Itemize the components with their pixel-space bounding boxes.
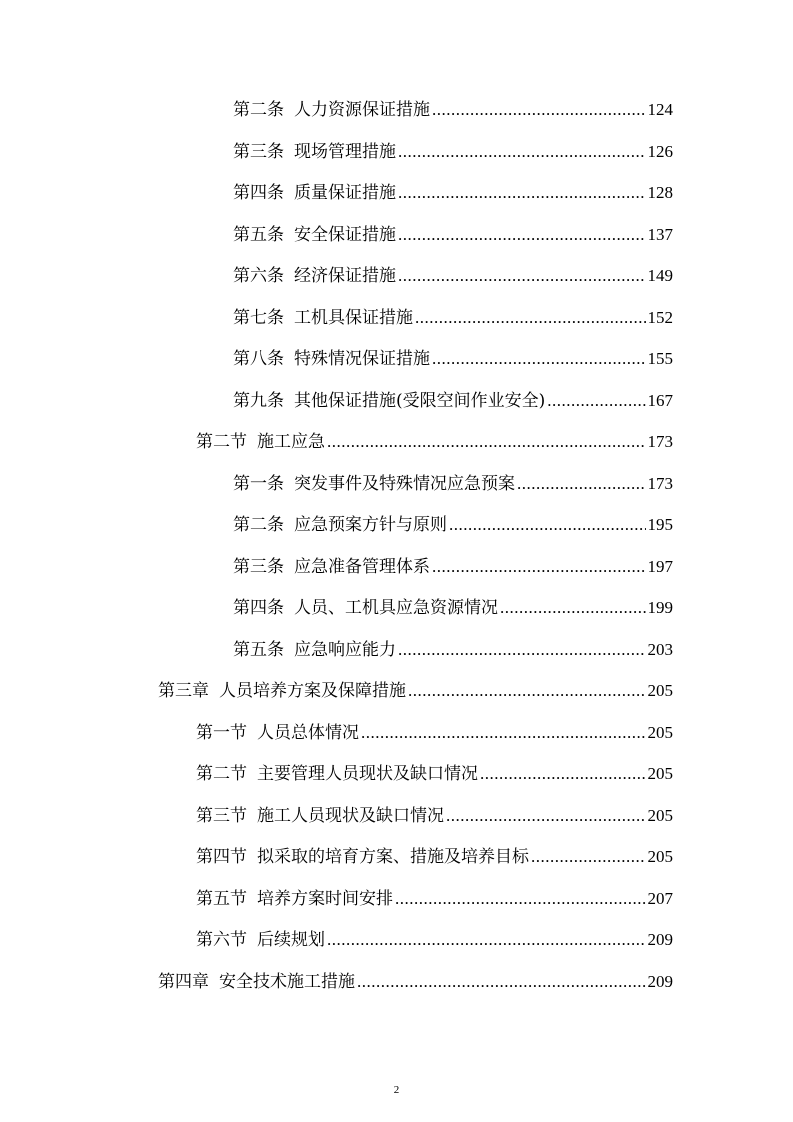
toc-entry[interactable] xyxy=(0,587,793,629)
toc-entry[interactable] xyxy=(0,131,793,173)
toc-entry-page: 149 xyxy=(647,266,673,285)
toc-entry[interactable] xyxy=(0,504,793,546)
toc-entry-title: 其他保证措施(受限空间作业安全) xyxy=(294,390,546,411)
toc-entry[interactable] xyxy=(0,463,793,505)
toc-entry-number: 第一条 xyxy=(233,473,284,494)
toc-entry-number: 第五节 xyxy=(196,888,247,909)
toc-entry-title: 安全技术施工措施 xyxy=(219,971,355,992)
toc-entry-number: 第六节 xyxy=(196,930,247,950)
toc-leader-dots xyxy=(398,214,646,256)
toc-entry-title: 突发事件及特殊情况应急预案 xyxy=(294,473,515,494)
toc-entry-number: 第四条 xyxy=(233,598,284,618)
toc-entry-page: 137 xyxy=(647,224,673,244)
toc-entry[interactable] xyxy=(0,961,793,1003)
toc-entry-title: 工机具保证措施 xyxy=(294,307,413,328)
toc-entry-page: 205 xyxy=(647,764,673,783)
toc-entry-number: 第六条 xyxy=(233,266,284,286)
toc-entry-number: 第一节 xyxy=(196,722,247,743)
toc-leader-dots xyxy=(500,587,646,629)
toc-entry-number: 第八条 xyxy=(233,349,284,369)
toc-entry-title: 拟采取的培育方案、措施及培养目标 xyxy=(257,847,529,867)
toc-entry-title: 后续规划 xyxy=(257,930,325,950)
toc-entry[interactable] xyxy=(0,753,793,795)
toc-entry[interactable] xyxy=(0,172,793,214)
toc-entry-number: 第五条 xyxy=(233,224,284,245)
toc-entry[interactable] xyxy=(0,255,793,297)
toc-leader-dots xyxy=(361,712,646,754)
toc-entry-page: 155 xyxy=(647,349,673,368)
toc-entry[interactable] xyxy=(0,795,793,837)
toc-entry-number: 第二条 xyxy=(233,515,284,535)
toc-entry-title: 人员、工机具应急资源情况 xyxy=(294,598,498,618)
toc-entry-title: 人员总体情况 xyxy=(257,722,359,743)
toc-entry-title: 应急响应能力 xyxy=(294,639,396,660)
toc-entry-page: 173 xyxy=(647,473,673,493)
toc-leader-dots xyxy=(517,463,646,505)
toc-entry-page: 126 xyxy=(647,141,673,161)
toc-leader-dots xyxy=(395,878,646,920)
toc-entry-title: 特殊情况保证措施 xyxy=(294,349,430,369)
toc-entry-number: 第三章 xyxy=(158,681,209,701)
toc-entry-page: 209 xyxy=(647,971,673,991)
toc-entry-page: 152 xyxy=(647,307,673,327)
toc-entry-title: 培养方案时间安排 xyxy=(257,888,393,909)
toc-leader-dots xyxy=(449,504,646,546)
toc-leader-dots xyxy=(398,629,646,671)
toc-entry[interactable] xyxy=(0,380,793,422)
toc-entry-page: 205 xyxy=(647,722,673,742)
toc-entry-page: 203 xyxy=(647,639,673,659)
toc-entry-title: 应急预案方针与原则 xyxy=(294,515,447,535)
toc-leader-dots xyxy=(432,338,646,380)
toc-leader-dots xyxy=(415,297,646,339)
toc-leader-dots xyxy=(398,255,646,297)
toc-entry-number: 第四章 xyxy=(158,971,209,992)
toc-entry-number: 第二节 xyxy=(196,764,247,784)
toc-entry-number: 第二条 xyxy=(233,100,284,120)
toc-leader-dots xyxy=(446,795,646,837)
toc-entry-page: 209 xyxy=(647,930,673,949)
toc-entry-page: 207 xyxy=(647,888,673,908)
toc-entry[interactable] xyxy=(0,297,793,339)
toc-entry-title: 现场管理措施 xyxy=(294,141,396,162)
toc-entry[interactable] xyxy=(0,919,793,961)
toc-leader-dots xyxy=(327,421,646,463)
toc-entry-number: 第四节 xyxy=(196,847,247,867)
toc-entry[interactable] xyxy=(0,546,793,588)
toc-entry-number: 第七条 xyxy=(233,307,284,328)
toc-entry[interactable] xyxy=(0,89,793,131)
toc-entry-page: 205 xyxy=(647,847,673,866)
toc-leader-dots xyxy=(480,753,646,795)
toc-leader-dots xyxy=(398,131,646,173)
toc-entry-title: 施工人员现状及缺口情况 xyxy=(257,805,444,826)
toc-leader-dots xyxy=(547,380,645,422)
toc-entry-number: 第九条 xyxy=(233,390,284,411)
toc-entry-number: 第四条 xyxy=(233,183,284,203)
toc-entry-number: 第三条 xyxy=(233,556,284,577)
toc-leader-dots xyxy=(398,172,646,214)
toc-leader-dots xyxy=(357,961,646,1003)
toc-entry[interactable] xyxy=(0,214,793,256)
toc-entry-title: 主要管理人员现状及缺口情况 xyxy=(257,764,478,784)
toc-entry-number: 第三条 xyxy=(233,141,284,162)
toc-entry-page: 167 xyxy=(647,390,673,410)
toc-entry-page: 197 xyxy=(647,556,673,576)
table-of-contents xyxy=(0,89,793,1002)
toc-entry-title: 质量保证措施 xyxy=(294,183,396,203)
toc-entry-page: 199 xyxy=(647,598,673,617)
toc-entry-title: 人员培养方案及保障措施 xyxy=(219,681,406,701)
toc-entry-page: 173 xyxy=(647,432,673,451)
toc-entry-number: 第三节 xyxy=(196,805,247,826)
toc-entry[interactable] xyxy=(0,712,793,754)
toc-entry-page: 124 xyxy=(647,100,673,119)
toc-leader-dots xyxy=(408,670,646,712)
toc-entry-title: 应急准备管理体系 xyxy=(294,556,430,577)
toc-entry-title: 施工应急 xyxy=(257,432,325,452)
toc-entry[interactable] xyxy=(0,338,793,380)
toc-entry[interactable] xyxy=(0,629,793,671)
toc-leader-dots xyxy=(432,546,646,588)
toc-entry[interactable] xyxy=(0,670,793,712)
page-number: 2 xyxy=(393,1084,400,1096)
toc-entry[interactable] xyxy=(0,836,793,878)
toc-leader-dots xyxy=(327,919,646,961)
toc-leader-dots xyxy=(531,836,646,878)
toc-entry-title: 经济保证措施 xyxy=(294,266,396,286)
toc-entry-number: 第五条 xyxy=(233,639,284,660)
toc-entry[interactable] xyxy=(0,878,793,920)
toc-entry-page: 195 xyxy=(647,515,673,534)
toc-leader-dots xyxy=(432,89,646,131)
toc-entry-number: 第二节 xyxy=(196,432,247,452)
toc-entry-page: 128 xyxy=(647,183,673,202)
toc-entry-page: 205 xyxy=(647,681,673,700)
toc-entry-title: 人力资源保证措施 xyxy=(294,100,430,120)
toc-entry-title: 安全保证措施 xyxy=(294,224,396,245)
toc-entry[interactable] xyxy=(0,421,793,463)
toc-entry-page: 205 xyxy=(647,805,673,825)
